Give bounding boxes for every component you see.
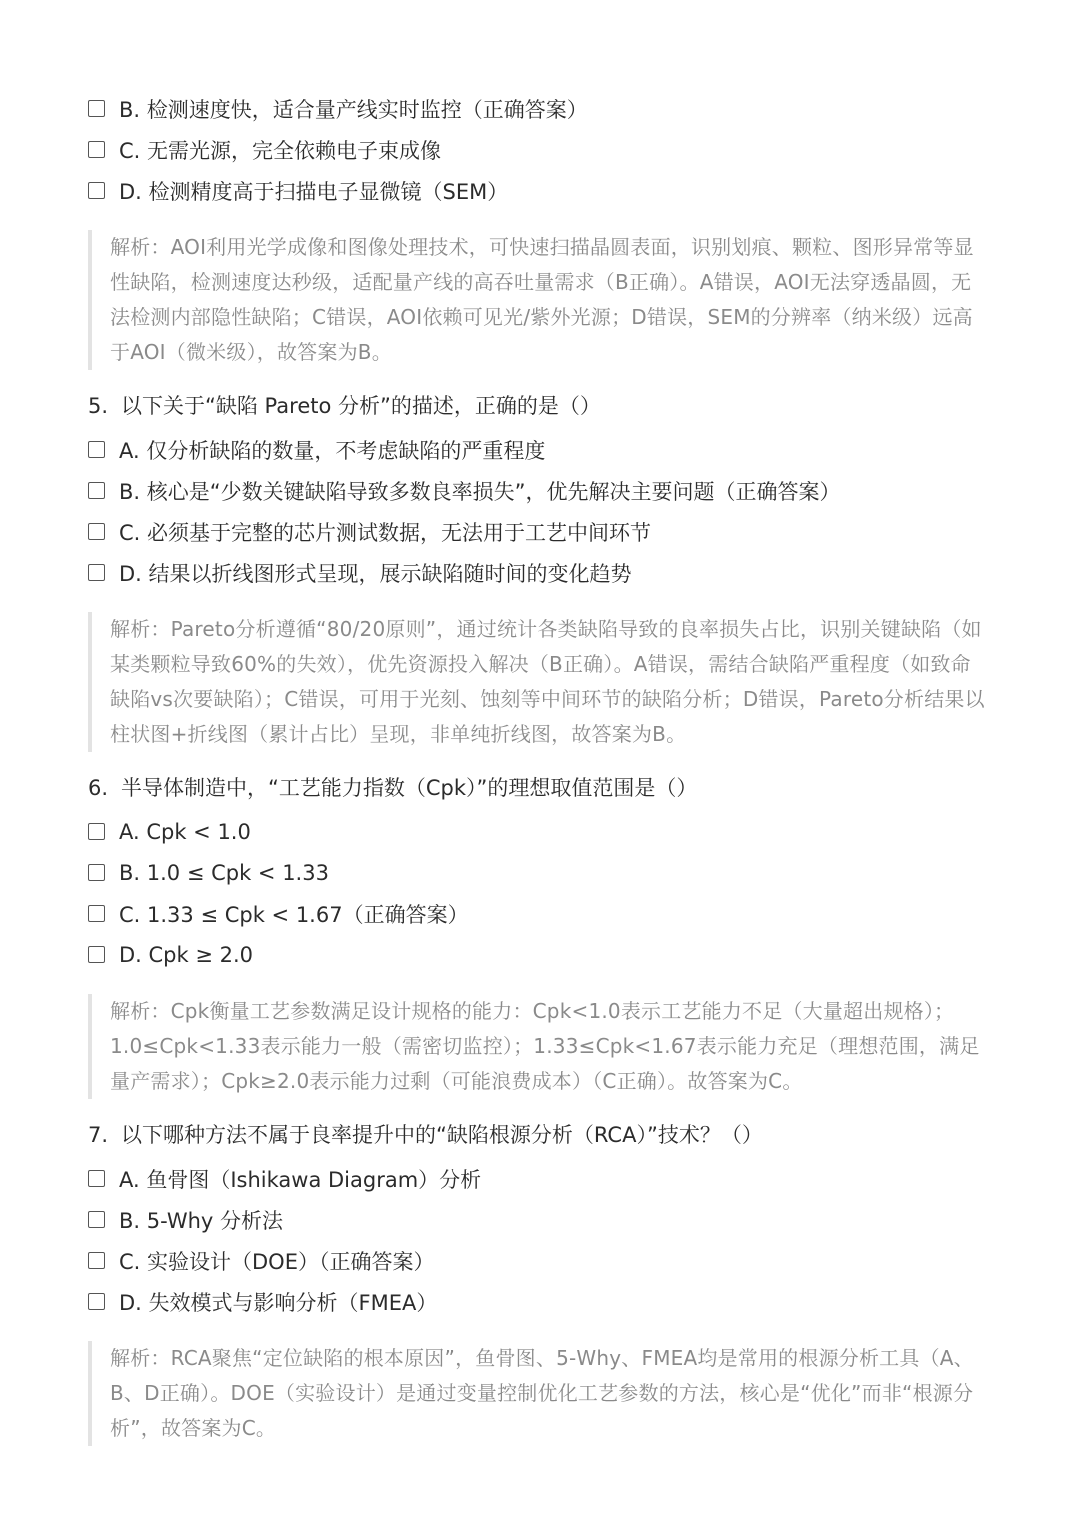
question-text: 以下关于“缺陷 Pareto 分析”的描述，正确的是（）	[121, 394, 601, 418]
question-number: 6.	[88, 776, 109, 800]
option-6c[interactable]	[88, 893, 990, 934]
option-5a[interactable]	[88, 429, 990, 470]
question-number: 7.	[88, 1123, 109, 1147]
option-label: D. 检测精度高于扫描电子显微镜（SEM）	[119, 179, 509, 204]
option-5c[interactable]	[88, 511, 990, 552]
checkbox[interactable]	[88, 864, 105, 881]
checkbox[interactable]	[88, 905, 105, 922]
question-title	[88, 1117, 990, 1153]
question-title	[88, 388, 990, 424]
checkbox[interactable]	[88, 1170, 105, 1187]
option-label: C. 必须基于完整的芯片测试数据，无法用于工艺中间环节	[119, 520, 652, 545]
question-title	[88, 770, 990, 806]
question-text: 以下哪种方法不属于良率提升中的“缺陷根源分析（RCA）”技术？（）	[121, 1123, 763, 1147]
checkbox[interactable]	[88, 441, 105, 458]
option-label: D. 结果以折线图形式呈现，展示缺陷随时间的变化趋势	[119, 561, 632, 586]
question-5	[88, 388, 990, 752]
option-label: C. 实验设计（DOE）（正确答案）	[119, 1249, 435, 1274]
checkbox[interactable]	[88, 1293, 105, 1310]
option-6a[interactable]	[88, 811, 990, 852]
option-4b[interactable]	[88, 88, 990, 129]
option-label: D. 失效模式与影响分析（FMEA）	[119, 1290, 438, 1315]
checkbox[interactable]	[88, 141, 105, 158]
quiz-page	[88, 88, 990, 1464]
checkbox[interactable]	[88, 823, 105, 840]
checkbox[interactable]	[88, 100, 105, 117]
option-7c[interactable]	[88, 1240, 990, 1281]
option-label: A. 仅分析缺陷的数量，不考虑缺陷的严重程度	[119, 438, 546, 463]
checkbox[interactable]	[88, 946, 105, 963]
checkbox[interactable]	[88, 1211, 105, 1228]
option-label: C. 无需光源，完全依赖电子束成像	[119, 138, 442, 163]
question-text: 半导体制造中，“工艺能力指数（Cpk）”的理想取值范围是（）	[121, 776, 698, 800]
option-5d[interactable]	[88, 552, 990, 593]
option-7b[interactable]	[88, 1199, 990, 1240]
checkbox[interactable]	[88, 564, 105, 581]
option-label: B. 核心是“少数关键缺陷导致多数良率损失”，优先解决主要问题（正确答案）	[119, 479, 841, 504]
checkbox[interactable]	[88, 523, 105, 540]
checkbox[interactable]	[88, 182, 105, 199]
analysis-6: 解析：Cpk衡量工艺参数满足设计规格的能力：Cpk<1.0表示工艺能力不足（大量超出规格）；1.0≤Cpk<1.33表示能力一般（需密切监控）；1.33≤Cpk<1.67表示能力充足（理想范围，满足量产需求）；Cpk≥2.0表示能力过剩（可能浪费成本）（C正确）。故答案为C。	[88, 994, 990, 1099]
question-4	[88, 88, 990, 370]
checkbox[interactable]	[88, 482, 105, 499]
analysis-7: 解析：RCA聚焦“定位缺陷的根本原因”，鱼骨图、5-Why、FMEA均是常用的根源分析工具（A、B、D正确）。DOE（实验设计）是通过变量控制优化工艺参数的方法，核心是“优化”而非“根源分析”，故答案为C。	[88, 1341, 990, 1446]
analysis-5: 解析：Pareto分析遵循“80/20原则”，通过统计各类缺陷导致的良率损失占比，识别关键缺陷（如某类颗粒导致60%的失效），优先资源投入解决（B正确）。A错误，需结合缺陷严重程度（如致命缺陷vs次要缺陷）；C错误，可用于光刻、蚀刻等中间环节的缺陷分析；D错误，Pareto分析结果以柱状图+折线图（累计占比）呈现，非单纯折线图，故答案为B。	[88, 612, 990, 752]
option-label: A. Cpk < 1.0	[119, 819, 251, 844]
option-label: B. 检测速度快，适合量产线实时监控（正确答案）	[119, 97, 588, 122]
question-6	[88, 770, 990, 1099]
option-label: B. 5-Why 分析法	[119, 1208, 284, 1233]
option-4d[interactable]	[88, 170, 990, 211]
question-number: 5.	[88, 394, 109, 418]
option-6b[interactable]	[88, 852, 990, 893]
option-label: B. 1.0 ≤ Cpk < 1.33	[119, 860, 329, 885]
option-5b[interactable]	[88, 470, 990, 511]
option-7a[interactable]	[88, 1158, 990, 1199]
option-6d[interactable]	[88, 934, 990, 975]
option-label: D. Cpk ≥ 2.0	[119, 942, 254, 967]
checkbox[interactable]	[88, 1252, 105, 1269]
option-label: A. 鱼骨图（Ishikawa Diagram）分析	[119, 1167, 482, 1192]
option-label: C. 1.33 ≤ Cpk < 1.67（正确答案）	[119, 902, 469, 927]
question-7	[88, 1117, 990, 1446]
analysis-4: 解析：AOI利用光学成像和图像处理技术，可快速扫描晶圆表面，识别划痕、颗粒、图形异常等显性缺陷，检测速度达秒级，适配量产线的高吞吐量需求（B正确）。A错误，AOI无法穿透晶圆，无法检测内部隐性缺陷；C错误，AOI依赖可见光/紫外光源；D错误，SEM的分辨率（纳米级）远高于AOI（微米级），故答案为B。	[88, 230, 990, 370]
option-7d[interactable]	[88, 1281, 990, 1322]
option-4c[interactable]	[88, 129, 990, 170]
